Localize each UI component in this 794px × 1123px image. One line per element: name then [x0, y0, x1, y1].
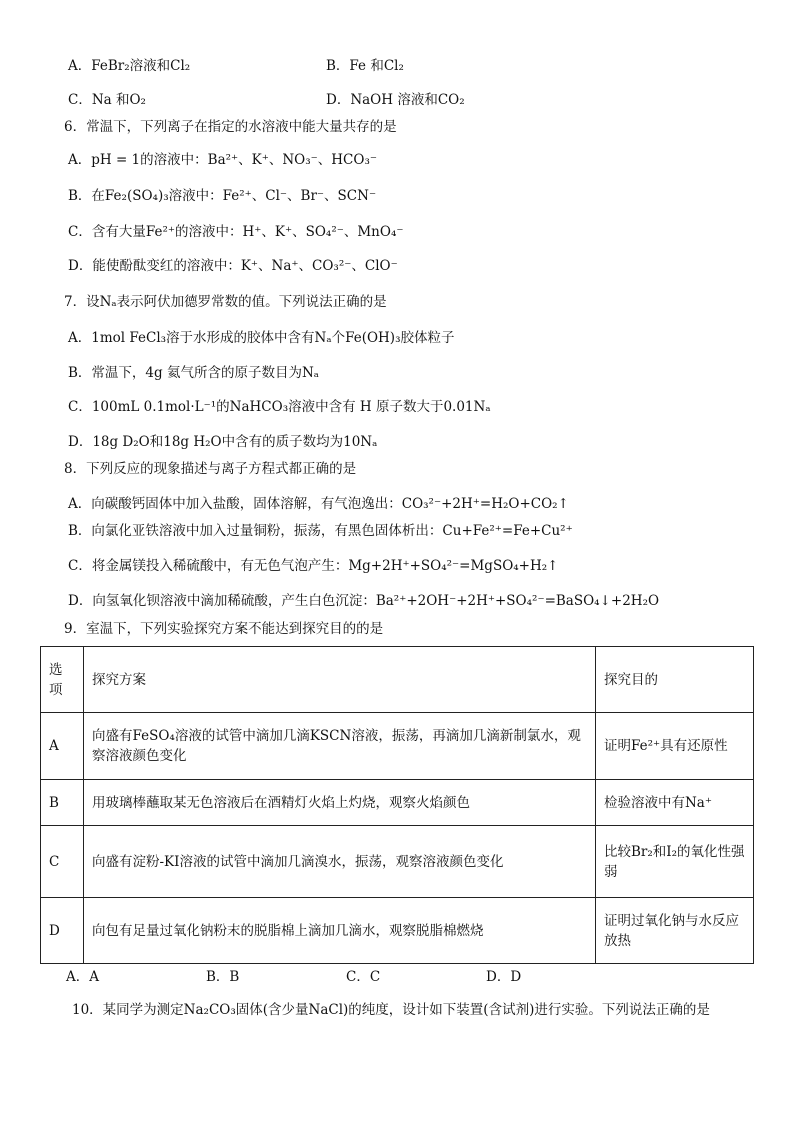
q6-option-d: D．能使酚酞变红的溶液中：K⁺、Na⁺、CO₃²⁻、ClO⁻ — [68, 258, 398, 274]
q9-choice-c: C．C — [346, 969, 381, 985]
table-row — [41, 780, 754, 826]
q7-option-a: A．1mol FeCl₃溶于水形成的胶体中含有Nₐ个Fe(OH)₃胶体粒子 — [68, 330, 455, 346]
q6-option-c: C．含有大量Fe²⁺的溶液中：H⁺、K⁺、SO₄²⁻、MnO₄⁻ — [68, 224, 404, 240]
q5-option-b: B．Fe 和Cl₂ — [326, 58, 404, 74]
row-option: D — [41, 898, 84, 964]
q8-option-d: D．向氢氧化钡溶液中滴加稀硫酸，产生白色沉淀：Ba²⁺+2OH⁻+2H⁺+SO₄²⁻=BaSO₄↓+2H₂O — [68, 593, 660, 609]
q6-option-b: B．在Fe₂(SO₄)₃溶液中：Fe²⁺、Cl⁻、Br⁻、SCN⁻ — [68, 188, 377, 204]
row-goal: 证明Fe²⁺具有还原性 — [596, 713, 754, 780]
q9-choice-a: A．A — [66, 969, 99, 985]
table-header-row — [41, 647, 754, 713]
q5-option-d: D．NaOH 溶液和CO₂ — [326, 92, 465, 108]
row-goal: 检验溶液中有Na⁺ — [596, 780, 754, 826]
q8-option-a: A．向碳酸钙固体中加入盐酸，固体溶解，有气泡逸出：CO₃²⁻+2H⁺=H₂O+CO₂↑ — [68, 496, 569, 512]
header-option: 选项 — [41, 647, 84, 713]
table-row — [41, 898, 754, 964]
q7-option-d: D．18g D₂O和18g H₂O中含有的质子数均为10Nₐ — [68, 434, 378, 450]
row-option: A — [41, 713, 84, 780]
q6-option-a: A．pH = 1的溶液中：Ba²⁺、K⁺、NO₃⁻、HCO₃⁻ — [68, 152, 377, 168]
q9-choice-b: B．B — [206, 969, 240, 985]
row-option: C — [41, 826, 84, 898]
q7-stem: 7．设Nₐ表示阿伏加德罗常数的值。下列说法正确的是 — [64, 294, 387, 310]
q8-option-b: B．向氯化亚铁溶液中加入过量铜粉，振荡，有黑色固体析出：Cu+Fe²⁺=Fe+Cu²⁺ — [68, 523, 573, 539]
row-plan: 用玻璃棒蘸取某无色溶液后在酒精灯火焰上灼烧，观察火焰颜色 — [84, 780, 596, 826]
row-goal: 证明过氧化钠与水反应放热 — [596, 898, 754, 964]
q8-stem: 8．下列反应的现象描述与离子方程式都正确的是 — [64, 461, 357, 477]
row-plan: 向包有足量过氧化钠粉末的脱脂棉上滴加几滴水，观察脱脂棉燃烧 — [84, 898, 596, 964]
table-row — [41, 713, 754, 780]
row-option: B — [41, 780, 84, 826]
q5-option-c: C．Na 和O₂ — [68, 92, 146, 108]
q9-stem: 9．室温下，下列实验探究方案不能达到探究目的的是 — [64, 621, 384, 637]
row-plan: 向盛有淀粉-KI溶液的试管中滴加几滴溴水，振荡，观察溶液颜色变化 — [84, 826, 596, 898]
q5-option-a: A．FeBr₂溶液和Cl₂ — [68, 58, 191, 74]
q8-option-c: C．将金属镁投入稀硫酸中，有无色气泡产生：Mg+2H⁺+SO₄²⁻=MgSO₄+H₂↑ — [68, 558, 559, 574]
row-goal: 比较Br₂和I₂的氧化性强弱 — [596, 826, 754, 898]
q7-option-b: B．常温下，4g 氦气所含的原子数目为Nₐ — [68, 365, 319, 381]
q9-choices — [66, 965, 626, 985]
q7-option-c: C．100mL 0.1mol·L⁻¹的NaHCO₃溶液中含有 H 原子数大于0.01Nₐ — [68, 399, 491, 415]
q9-choice-d: D．D — [486, 969, 522, 985]
header-goal: 探究目的 — [596, 647, 754, 713]
q10-stem: 10．某同学为测定Na₂CO₃固体(含少量NaCl)的纯度，设计如下装置(含试剂)进行实验。下列说法正确的是 — [72, 1002, 710, 1018]
experiment-table — [40, 646, 754, 964]
table-row — [41, 826, 754, 898]
row-plan: 向盛有FeSO₄溶液的试管中滴加几滴KSCN溶液，振荡，再滴加几滴新制氯水，观察溶液颜色变化 — [84, 713, 596, 780]
header-plan: 探究方案 — [84, 647, 596, 713]
q6-stem: 6．常温下，下列离子在指定的水溶液中能大量共存的是 — [64, 119, 397, 135]
